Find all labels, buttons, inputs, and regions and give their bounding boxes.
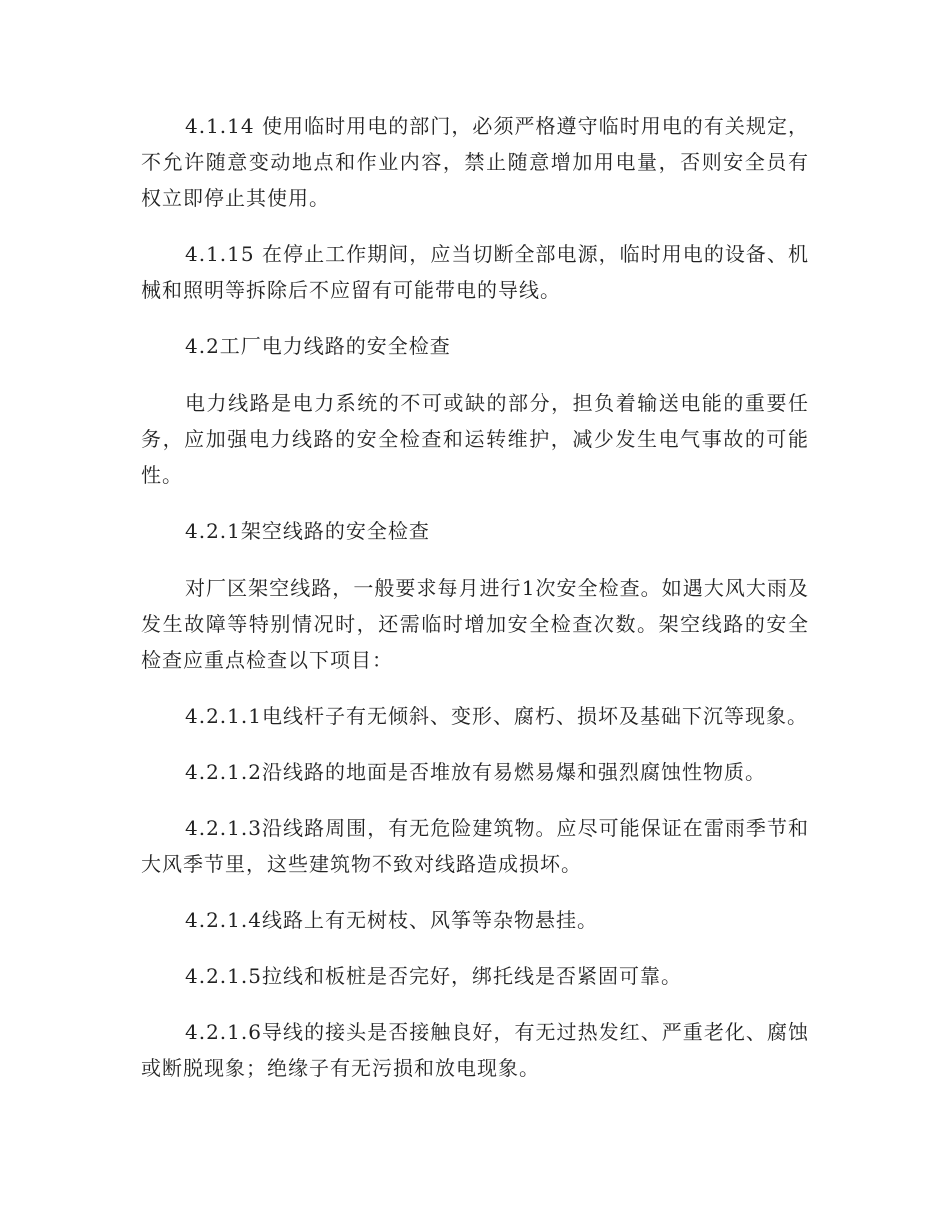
section-heading-4-2-1: 4.2.1架空线路的安全检查 [185,519,430,543]
list-item-4-2-1-6: 4.2.1.6导线的接头是否接触良好，有无过热发红、严重老化、腐蚀或断脱现象；绝缘子有无污损和放电现象。 [141,1020,809,1080]
list-item-4-2-1-3: 4.2.1.3沿线路周围，有无危险建筑物。应尽可能保证在雷雨季节和大风季节里，这些建筑物不致对线路造成损坏。 [141,816,809,876]
section-heading-4-2: 4.2工厂电力线路的安全检查 [185,334,451,358]
list-item-4-2-1-1: 4.2.1.1电线杆子有无倾斜、变形、腐朽、损坏及基础下沉等现象。 [185,704,808,728]
paragraph-4-1-14: 4.1.14 使用临时用电的部门，必须严格遵守临时用电的有关规定，不允许随意变动地点和作业内容，禁止随意增加用电量，否则安全员有权立即停止其使用。 [141,114,809,210]
paragraph-4-1-15: 4.1.15 在停止工作期间，应当切断全部电源，临时用电的设备、机械和照明等拆除后不应留有可能带电的导线。 [141,242,809,302]
paragraph-power-line-intro: 电力线路是电力系统的不可或缺的部分，担负着输送电能的重要任务，应加强电力线路的安全检查和运转维护，减少发生电气事故的可能性。 [141,391,809,487]
document-page [141,108,809,1106]
list-item-4-2-1-5: 4.2.1.5拉线和板桩是否完好，绑托线是否紧固可靠。 [185,964,682,988]
list-item-4-2-1-4: 4.2.1.4线路上有无树枝、风筝等杂物悬挂。 [185,908,598,932]
list-item-4-2-1-2: 4.2.1.2沿线路的地面是否堆放有易燃易爆和强烈腐蚀性物质。 [185,760,766,784]
paragraph-overhead-line-check: 对厂区架空线路，一般要求每月进行1次安全检查。如遇大风大雨及发生故障等特别情况时，还需临时增加安全检查次数。架空线路的安全检查应重点检查以下项目： [141,576,809,672]
